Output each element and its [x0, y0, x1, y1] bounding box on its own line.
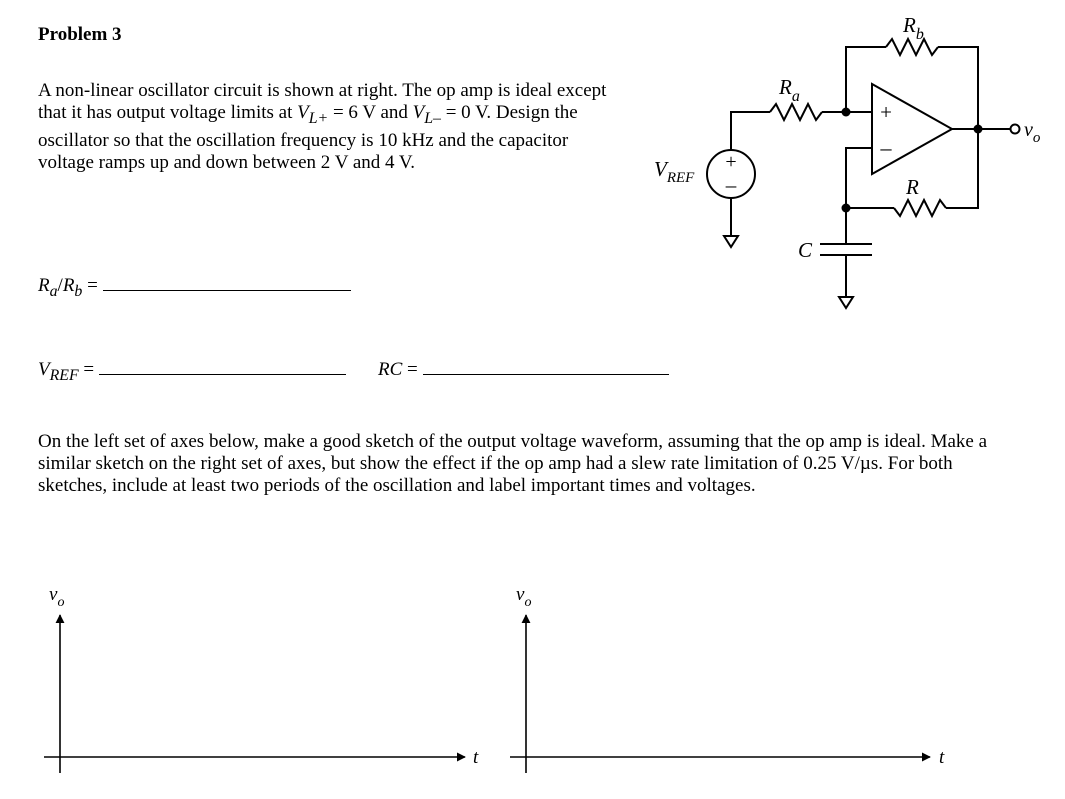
ra-label: $R_a$ [779, 75, 800, 105]
vlm-symbol: V [412, 102, 425, 123]
problem-title: Problem 3 [38, 24, 122, 45]
vref-plus-sign: + [725, 151, 737, 173]
vref-answer-blank[interactable] [99, 356, 346, 375]
wire-rb-right [938, 47, 978, 129]
resistor-r-icon [894, 200, 946, 216]
op-amp-minus-sign: – [880, 135, 892, 160]
ground-symbol-cap-icon [839, 297, 853, 308]
ratio-slash: / [57, 275, 63, 296]
vref-subscript: REF [49, 366, 79, 384]
vo-label: $v_o$ [1024, 119, 1041, 146]
sketch-instructions: On the left set of axes below, make a good sketch of the output voltage waveform, assuming that the op amp is ideal. Make a similar sketch on the right set of axes, but show the effect if the op amp had a slew rate limitation of 0.25 V/µs. For both sketches, include at least two periods of the oscillation and label important times and voltages. [38, 431, 988, 496]
intro-text-2: = 6 V and [328, 102, 413, 123]
vref-minus-sign: – [725, 173, 737, 197]
ratio-answer-blank[interactable] [103, 272, 351, 291]
output-terminal-icon [1011, 125, 1020, 134]
rc-label: RC [378, 359, 403, 380]
left-y-axis-label: $v_o$ [49, 585, 65, 610]
left-x-axis-label: t [473, 747, 479, 768]
vref-symbol: V [38, 359, 50, 380]
oscillator-circuit [640, 10, 1065, 330]
vref-equals: = [78, 359, 95, 380]
answer-rc [378, 356, 669, 381]
rb-symbol: R [62, 275, 75, 296]
problem-statement [38, 80, 628, 174]
wire-vref-to-ra [731, 112, 770, 150]
rc-answer-blank[interactable] [423, 356, 669, 375]
vlp-subscript: L+ [308, 109, 329, 127]
right-x-axis-label: t [939, 747, 945, 768]
right-sketch-axes[interactable] [500, 585, 960, 790]
vlm-subscript: L– [424, 109, 441, 127]
answer-ratio [38, 272, 351, 301]
answer-vref [38, 356, 346, 385]
intro-text-3: = 0 V. Design the oscillator so that the oscillation frequency is 10 kHz and the capacitor voltage ramps up and down between 2 V and 4 V. [38, 102, 578, 173]
op-amp-icon [872, 84, 952, 174]
resistor-ra-icon [770, 104, 822, 120]
ra-subscript: a [49, 282, 58, 300]
node-output-icon [974, 125, 983, 134]
wire-r-right [946, 129, 978, 208]
ground-symbol-vref-icon [724, 236, 738, 247]
vlp-symbol: V [297, 102, 309, 123]
rb-subscript: b [74, 282, 83, 300]
vref-label: $V_{REF}$ [654, 157, 695, 186]
rc-equals: = [402, 359, 418, 380]
resistor-rb-icon [886, 39, 938, 55]
right-y-axis-label: $v_o$ [516, 585, 532, 610]
ratio-equals: = [82, 275, 98, 296]
left-sketch-axes[interactable] [30, 585, 500, 790]
node-noninverting-icon [842, 108, 851, 117]
ra-symbol: R [38, 275, 50, 296]
node-inverting-icon [842, 204, 851, 213]
op-amp-plus-sign: + [880, 100, 892, 124]
intro-text-1: A non-linear oscillator circuit is shown at right. The op amp is ideal except that it has output voltage limits at [38, 80, 607, 123]
c-label: C [798, 238, 813, 262]
wire-inverting-input [846, 148, 872, 244]
r-label: R [906, 175, 919, 199]
rb-label: $R_b$ [903, 13, 924, 43]
